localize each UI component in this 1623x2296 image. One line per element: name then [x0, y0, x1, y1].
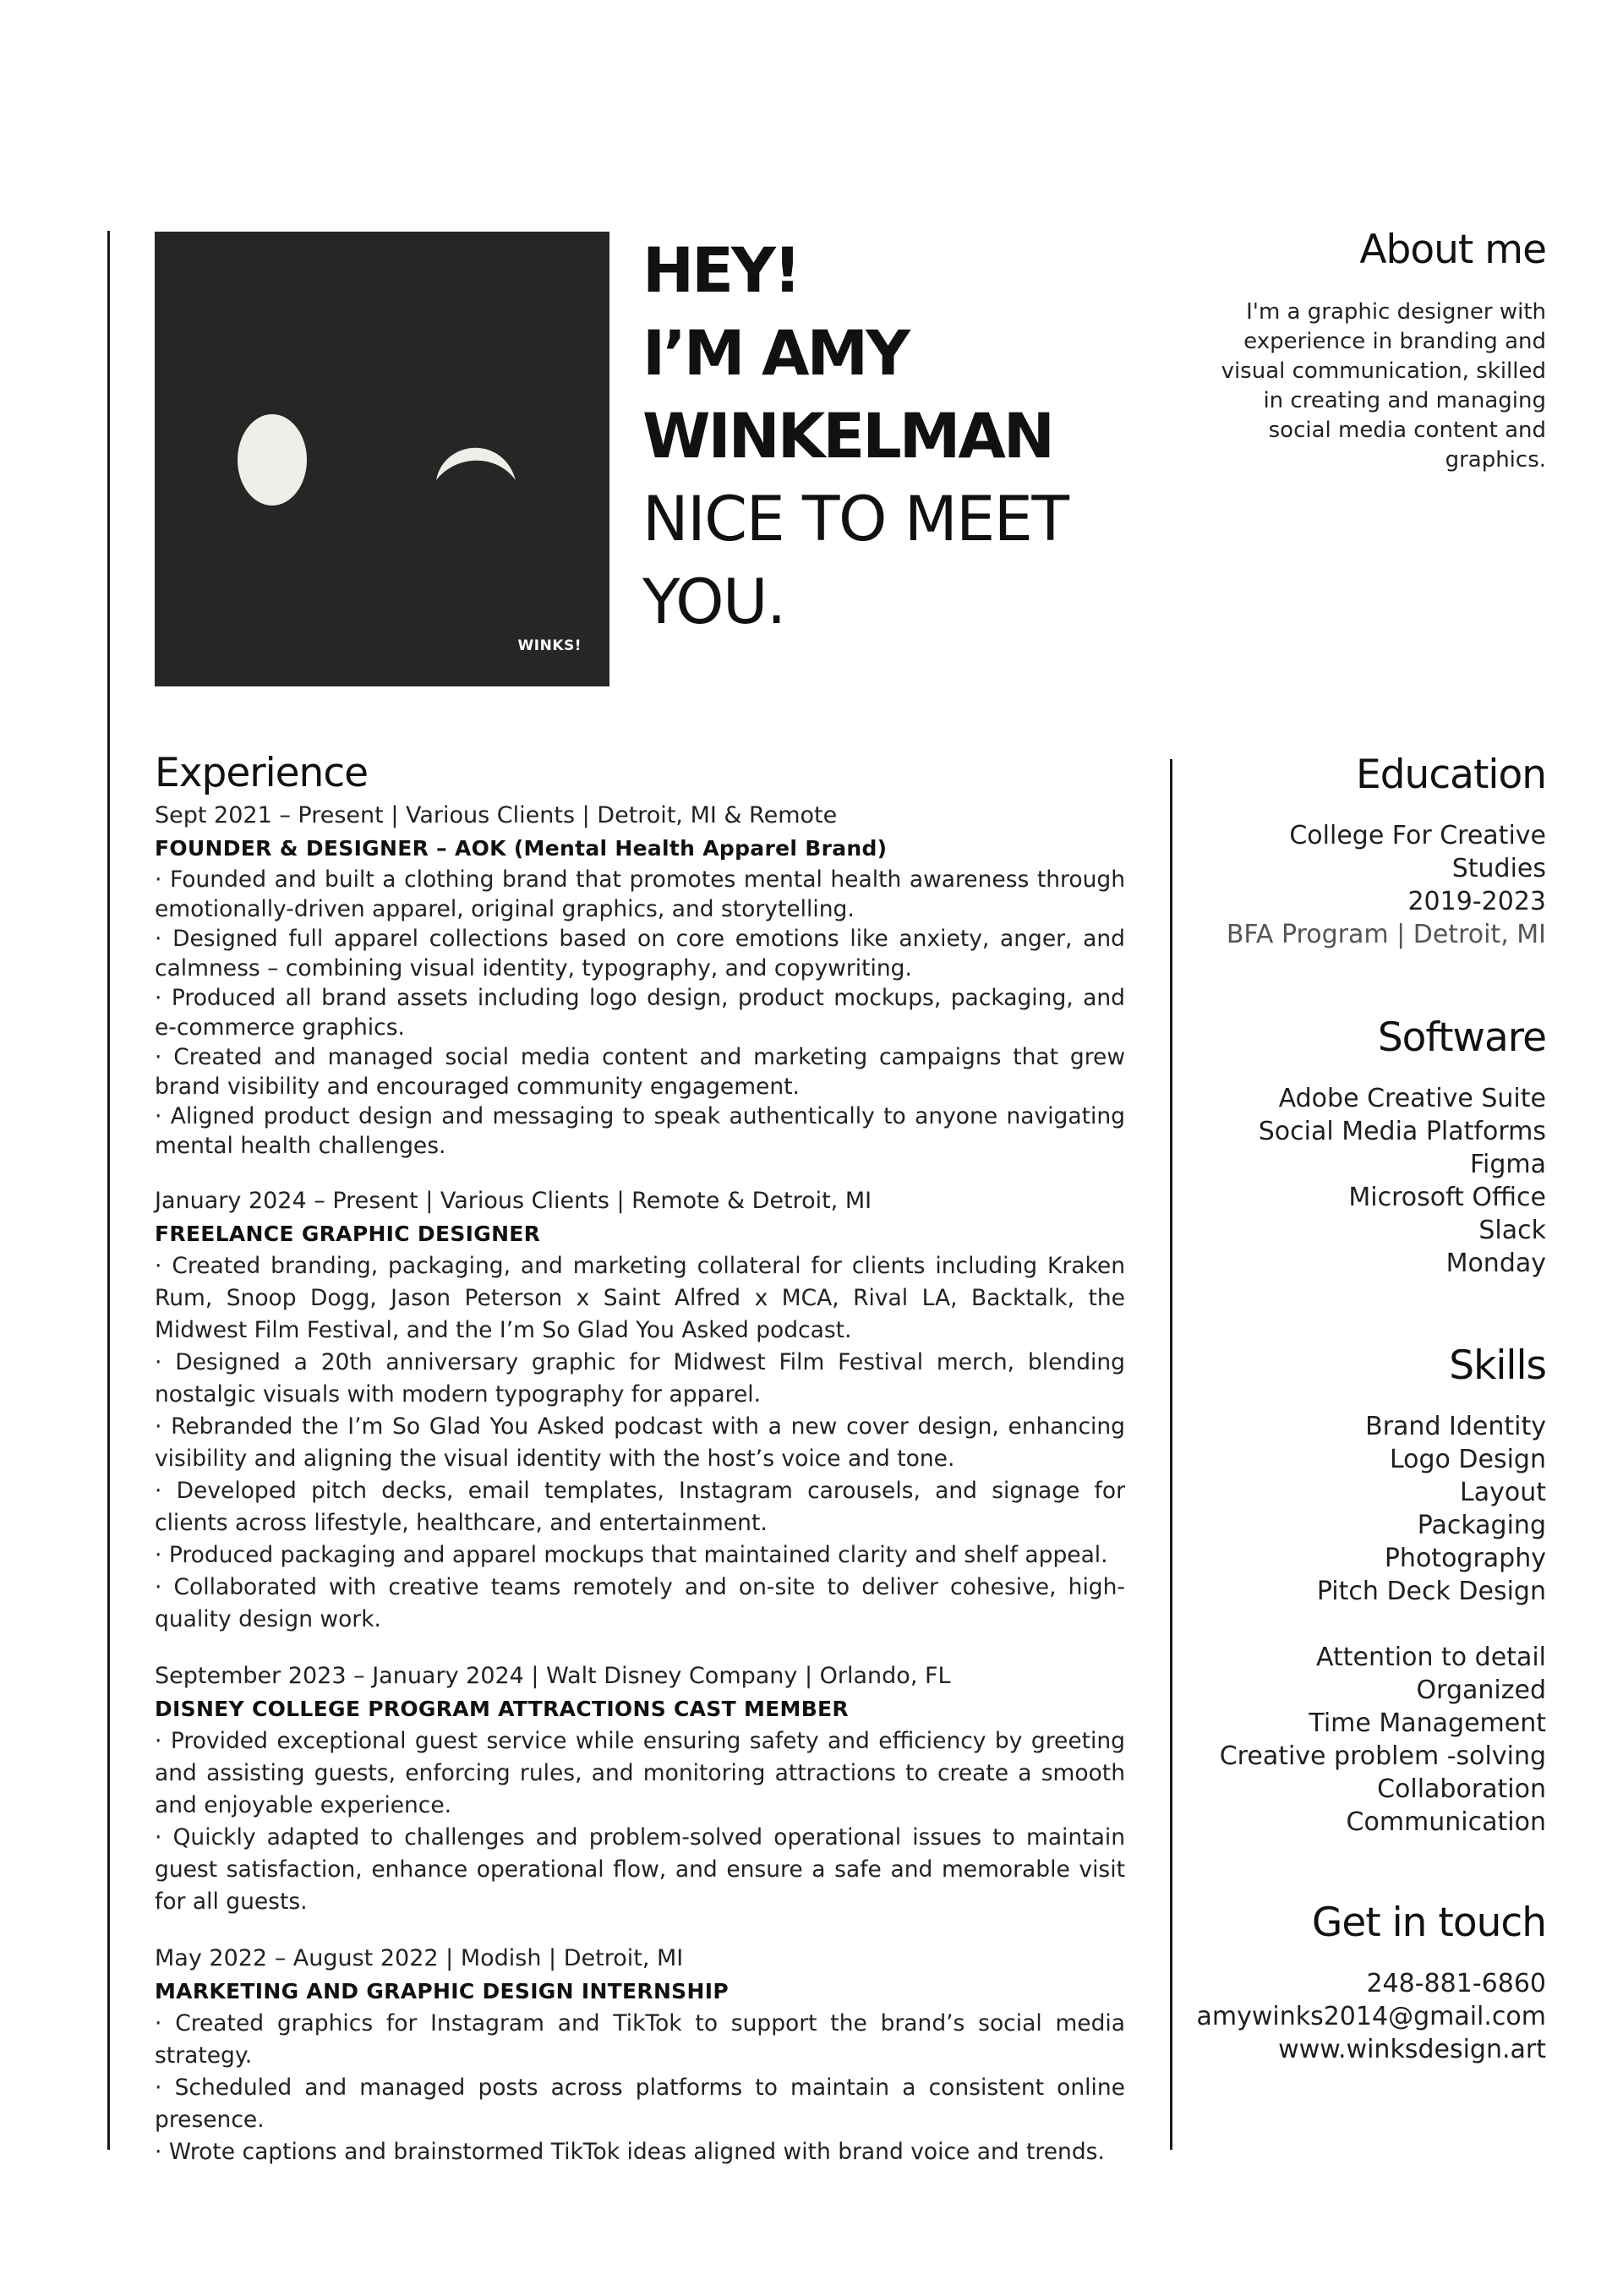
software-section: [1191, 1013, 1546, 1280]
about-line: experience in branding and: [1243, 329, 1546, 354]
about-text: [1191, 298, 1546, 475]
skill-item: Packaging: [1417, 1511, 1546, 1540]
job-entry: [155, 799, 1125, 1161]
skill-item: Creative problem -solving: [1219, 1741, 1546, 1771]
contact-email: amywinks2014@gmail.com: [1196, 2002, 1546, 2031]
experience-title: Experience: [155, 750, 369, 796]
skill-item: Layout: [1460, 1478, 1546, 1507]
job-meta: Sept 2021 – Present | Various Clients | Detroit, MI & Remote: [155, 802, 838, 828]
job-meta: January 2024 – Present | Various Clients | Remote & Detroit, MI: [155, 1188, 872, 1214]
job-bullet: · Rebranded the I’m So Glad You Asked podcast with a new cover design, enhancing visibility and aligning the visual identity with the host’s voice and tone.: [155, 1413, 1125, 1472]
winks-logo: [155, 232, 609, 686]
education-section: [1191, 750, 1546, 951]
skill-item: Organized: [1416, 1676, 1546, 1705]
software-list: [1191, 1082, 1546, 1280]
job-bullet: · Produced all brand assets including logo design, product mockups, packaging, and e-commerce graphics.: [155, 985, 1125, 1041]
education-details: [1191, 819, 1546, 951]
hero-line-4: NICE TO MEET: [642, 484, 1068, 555]
job-title: MARKETING AND GRAPHIC DESIGN INTERNSHIP: [155, 1979, 729, 2004]
software-item: Adobe Creative Suite: [1278, 1084, 1546, 1113]
job-bullet: · Designed a 20th anniversary graphic for Midwest Film Festival merch, blending nostalgic visuals with modern typography for apparel.: [155, 1349, 1125, 1408]
software-item: Microsoft Office: [1348, 1183, 1546, 1212]
skills-title: Skills: [1449, 1342, 1546, 1389]
school-name-cont: Studies: [1451, 854, 1546, 883]
skills-section: [1191, 1341, 1546, 1839]
hero-line-5: YOU.: [642, 566, 785, 638]
job-title: DISNEY COLLEGE PROGRAM ATTRACTIONS CAST MEMBER: [155, 1697, 849, 1721]
contact-section: [1191, 1898, 1546, 2066]
education-years: 2019-2023: [1407, 887, 1546, 916]
skill-item: Time Management: [1309, 1708, 1546, 1738]
education-program: BFA Program | Detroit, MI: [1226, 920, 1546, 949]
skill-item: Communication: [1346, 1807, 1546, 1837]
about-title: About me: [1359, 227, 1546, 273]
software-item: Monday: [1445, 1249, 1546, 1278]
job-bullet: · Designed full apparel collections based on core emotions like anxiety, anger, and calmness – combining visual identity, typography, and copywriting.: [155, 926, 1125, 981]
job-bullet: · Collaborated with creative teams remotely and on-site to deliver cohesive, high-quality design work.: [155, 1574, 1125, 1632]
contact-phone: 248-881-6860: [1366, 1969, 1546, 1998]
about-line: visual communication, skilled: [1221, 358, 1546, 384]
job-bullet: · Developed pitch decks, email templates, Instagram carousels, and signage for clients across lifestyle, healthcare, and entertainment.: [155, 1478, 1125, 1536]
education-title: Education: [1356, 752, 1546, 798]
skills-spacer: [1191, 1608, 1546, 1641]
job-bullet: · Founded and built a clothing brand that promotes mental health awareness through emotionally-driven apparel, original graphics, and storytelling.: [155, 866, 1125, 922]
hero-line-1: HEY!: [642, 235, 800, 307]
job-bullet: · Produced packaging and apparel mockups that maintained clarity and shelf appeal.: [155, 1542, 1108, 1568]
software-item: Slack: [1478, 1216, 1546, 1245]
about-line: social media content and: [1268, 418, 1546, 443]
skill-item: Photography: [1384, 1544, 1546, 1573]
about-line: in creating and managing: [1263, 388, 1546, 413]
job-bullet: · Quickly adapted to challenges and problem-solved operational issues to maintain guest satisfaction, enhance operational flow, and ensure a safe and memorable visit for all guests.: [155, 1824, 1125, 1915]
job-entry: [155, 1659, 1125, 1918]
hero-line-3: WINKELMAN: [642, 401, 1052, 473]
experience-section: [155, 748, 1125, 2192]
software-item: Figma: [1469, 1150, 1546, 1179]
skill-item: Brand Identity: [1365, 1412, 1546, 1441]
job-bullet: · Created graphics for Instagram and TikTok to support the brand’s social media strategy.: [155, 2010, 1125, 2069]
job-bullet: · Created and managed social media content and marketing campaigns that grew brand visibility and encouraged community engagement.: [155, 1044, 1125, 1100]
about-line: graphics.: [1445, 447, 1546, 473]
job-meta: May 2022 – August 2022 | Modish | Detroit, MI: [155, 1945, 684, 1971]
right-divider: [1170, 759, 1172, 2150]
logo-wordmark: WINKS!: [517, 637, 582, 654]
hero-heading: [642, 230, 1068, 644]
job-title: FOUNDER & DESIGNER – AOK (Mental Health Apparel Brand): [155, 836, 888, 861]
skill-item: Logo Design: [1389, 1445, 1546, 1474]
skill-item: Pitch Deck Design: [1316, 1577, 1546, 1606]
job-bullet: · Scheduled and managed posts across platforms to maintain a consistent online presence.: [155, 2075, 1125, 2133]
software-title: Software: [1377, 1014, 1546, 1061]
about-line: I'm a graphic designer with: [1246, 299, 1546, 325]
job-bullet: · Created branding, packaging, and marketing collateral for clients including Kraken Rum, Snoop Dogg, Jason Peterson x Saint Alfred x MCA, Rival LA, Backtalk, the Midwest Film Festival, and the I’m So Glad You Asked podcast.: [155, 1253, 1125, 1343]
job-bullet: · Provided exceptional guest service while ensuring safety and efficiency by greeting and assisting guests, enforcing rules, and monitoring attractions to create a smooth and enjoyable experience.: [155, 1728, 1125, 1818]
contact-title: Get in touch: [1311, 1900, 1546, 1946]
job-bullet: · Aligned product design and messaging to speak authentically to anyone navigating mental health challenges.: [155, 1103, 1125, 1159]
contact-list: [1191, 1967, 1546, 2066]
skill-item: Attention to detail: [1316, 1643, 1546, 1672]
wink-eye-icon: [436, 448, 516, 480]
software-item: Social Media Platforms: [1258, 1117, 1546, 1146]
job-bullet: · Wrote captions and brainstormed TikTok ideas aligned with brand voice and trends.: [155, 2139, 1105, 2165]
contact-website: www.winksdesign.art: [1278, 2035, 1546, 2064]
job-meta: September 2023 – January 2024 | Walt Disney Company | Orlando, FL: [155, 1663, 951, 1689]
job-title: FREELANCE GRAPHIC DESIGNER: [155, 1222, 541, 1246]
skill-item: Collaboration: [1377, 1774, 1546, 1804]
school-name: College For Creative: [1289, 821, 1546, 850]
job-entry: [155, 1942, 1125, 2168]
skills-list: [1191, 1410, 1546, 1839]
about-section: [1191, 225, 1546, 475]
job-entry: [155, 1184, 1125, 1636]
winking-face-icon: [155, 232, 609, 686]
open-eye-icon: [238, 414, 307, 506]
hero-line-2: I’M AMY: [642, 318, 908, 390]
left-divider: [107, 231, 110, 2150]
